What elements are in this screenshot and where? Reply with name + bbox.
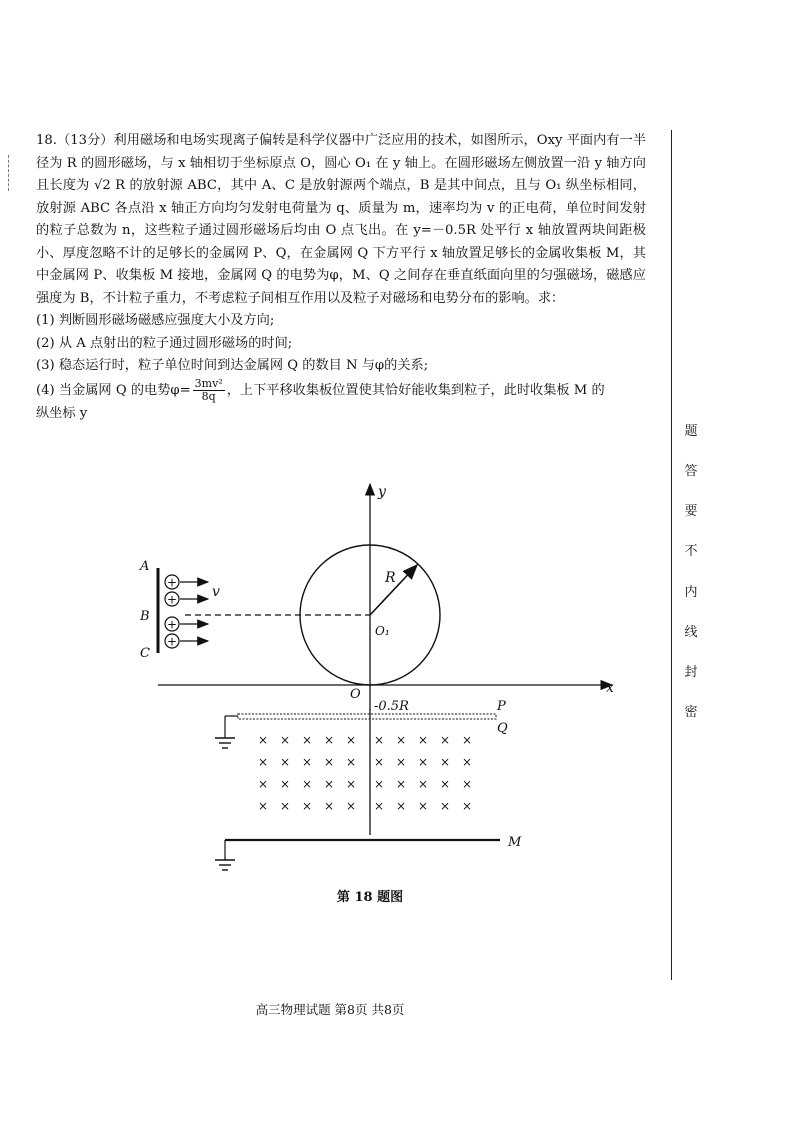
sealed-line-notice: [681, 420, 701, 720]
field-cross: ×: [301, 777, 313, 791]
question-part-1: (1) 判断圆形磁场磁感应强度大小及方向;: [36, 313, 275, 328]
velocity-label: v: [212, 584, 220, 600]
metal-net-pq: [238, 714, 496, 719]
plate-label-m: M: [508, 835, 522, 850]
field-cross: ×: [373, 777, 385, 791]
binding-line: [671, 130, 672, 980]
binding-margin-mark: [8, 155, 13, 191]
field-cross: ×: [373, 733, 385, 747]
part4-text-before: (4) 当金属网 Q 的电势φ=: [36, 382, 191, 398]
source-label-c: C: [140, 646, 150, 661]
field-cross: ×: [345, 755, 357, 769]
charge-4: [165, 634, 208, 649]
field-cross: ×: [461, 755, 473, 769]
field-cross: ×: [301, 799, 313, 813]
net-label-q: Q: [497, 721, 508, 736]
field-cross: ×: [323, 733, 335, 747]
fraction-denominator: 8q: [201, 389, 216, 403]
magnetic-field-region: [258, 733, 472, 813]
field-cross: ×: [439, 733, 451, 747]
charge-symbol: +: [166, 617, 178, 632]
potential-fraction: [193, 378, 225, 403]
ground-symbol-pq: [215, 738, 235, 748]
ground-symbol-m: [215, 860, 235, 870]
question-part-4: [36, 378, 646, 403]
radius-label: R: [385, 570, 396, 586]
field-cross: ×: [417, 755, 429, 769]
source-label-a: A: [140, 559, 150, 574]
question-stem: [36, 130, 646, 310]
figure-18: [130, 470, 630, 890]
page-footer: 高三物理试题 第8页 共8页: [255, 1002, 405, 1017]
field-cross: ×: [323, 777, 335, 791]
charge-2: [165, 592, 208, 607]
charge-symbol: +: [166, 634, 178, 649]
source-label-b: B: [140, 609, 150, 624]
field-cross: ×: [301, 733, 313, 747]
center-label-o1: O₁: [375, 624, 390, 638]
field-cross: ×: [395, 733, 407, 747]
field-cross: ×: [279, 777, 291, 791]
y-axis-label: y: [378, 484, 386, 500]
notice-char: 要: [684, 504, 698, 520]
field-cross: ×: [301, 755, 313, 769]
field-cross: ×: [257, 799, 269, 813]
field-cross: ×: [257, 733, 269, 747]
question-part-3: (3) 稳态运行时，粒子单位时间到达金属网 Q 的数目 N 与φ的关系;: [36, 358, 429, 373]
charge-symbol: +: [166, 592, 178, 607]
x-axis-label: x: [606, 680, 614, 696]
field-cross: ×: [257, 777, 269, 791]
notice-char: 封: [684, 664, 698, 680]
field-cross: ×: [279, 755, 291, 769]
notice-char: 题: [684, 424, 698, 439]
notice-char: 不: [684, 544, 698, 560]
notice-char: 内: [684, 584, 698, 600]
field-cross: ×: [395, 799, 407, 813]
y-position-label: -0.5R: [374, 699, 409, 714]
field-cross: ×: [395, 777, 407, 791]
field-cross: ×: [345, 733, 357, 747]
field-cross: ×: [417, 733, 429, 747]
field-cross: ×: [345, 799, 357, 813]
field-cross: ×: [373, 755, 385, 769]
field-cross: ×: [461, 733, 473, 747]
field-cross: ×: [345, 777, 357, 791]
part4-tail: 纵坐标 y: [36, 405, 88, 421]
field-cross: ×: [395, 755, 407, 769]
field-cross: ×: [439, 755, 451, 769]
notice-char: 答: [684, 464, 698, 480]
notice-char: 线: [684, 624, 698, 640]
field-cross: ×: [279, 799, 291, 813]
net-label-p: P: [497, 699, 506, 714]
field-cross: ×: [257, 755, 269, 769]
field-cross: ×: [439, 799, 451, 813]
field-cross: ×: [373, 799, 385, 813]
charge-3: [165, 617, 208, 632]
charge-symbol: +: [166, 575, 178, 590]
field-cross: ×: [461, 799, 473, 813]
origin-label: O: [350, 687, 361, 702]
field-cross: ×: [417, 799, 429, 813]
fraction-numerator: 3mv²: [194, 376, 223, 390]
question-number: 18.: [36, 133, 57, 148]
part4-text-after: ，上下平移收集板位置使其恰好能收集到粒子，此时收集板 M 的: [226, 382, 605, 398]
charge-1: [165, 575, 208, 590]
field-cross: ×: [439, 777, 451, 791]
field-cross: ×: [279, 733, 291, 747]
question-part-2: (2) 从 A 点射出的粒子通过圆形磁场的时间;: [36, 335, 293, 351]
field-cross: ×: [417, 777, 429, 791]
question-18: [36, 130, 646, 425]
field-cross: ×: [323, 755, 335, 769]
figure-caption: 第 18 题图: [336, 890, 404, 905]
notice-char: 密: [684, 704, 698, 720]
field-cross: ×: [323, 799, 335, 813]
question-stem-text: 利用磁场和电场实现离子偏转是科学仪器中广泛应用的技术，如图所示，Oxy 平面内有一半径为 R 的圆形磁场，与 x 轴相切于坐标原点 O，圆心 O₁ 在 y 轴上。在圆形磁场左侧放置一沿 y 轴方向且长度为 √2 R 的放射源 ABC，其中 A、C 是放射源两个端点，B 是其中间点，且与 O₁ 纵坐标相同，放射源 ABC 各点沿 x 轴正方向均匀发射电荷量为 q、质量为 m，速率均为 v 的正电荷，单位时间发射的粒子总数为 n，这些粒子通过圆形磁场后均由 O 点飞出。在 y=－0.5R 处平行 x 轴放置两块间距极小、厚度忽略不计的足够长的金属网 P、Q，在金属网 Q 下方平行 x 轴放置足够长的金属收集板 M，其中金属网 P、收集板 M 接地，金属网 Q 的电势为φ，M、Q 之间存在垂直纸面向里的匀强磁场，磁感应强度为 B，不计粒子重力，不考虑粒子间相互作用以及粒子对磁场和电势分布的影响。求：: [36, 133, 647, 306]
question-score: （13分）: [56, 133, 114, 148]
field-cross: ×: [461, 777, 473, 791]
